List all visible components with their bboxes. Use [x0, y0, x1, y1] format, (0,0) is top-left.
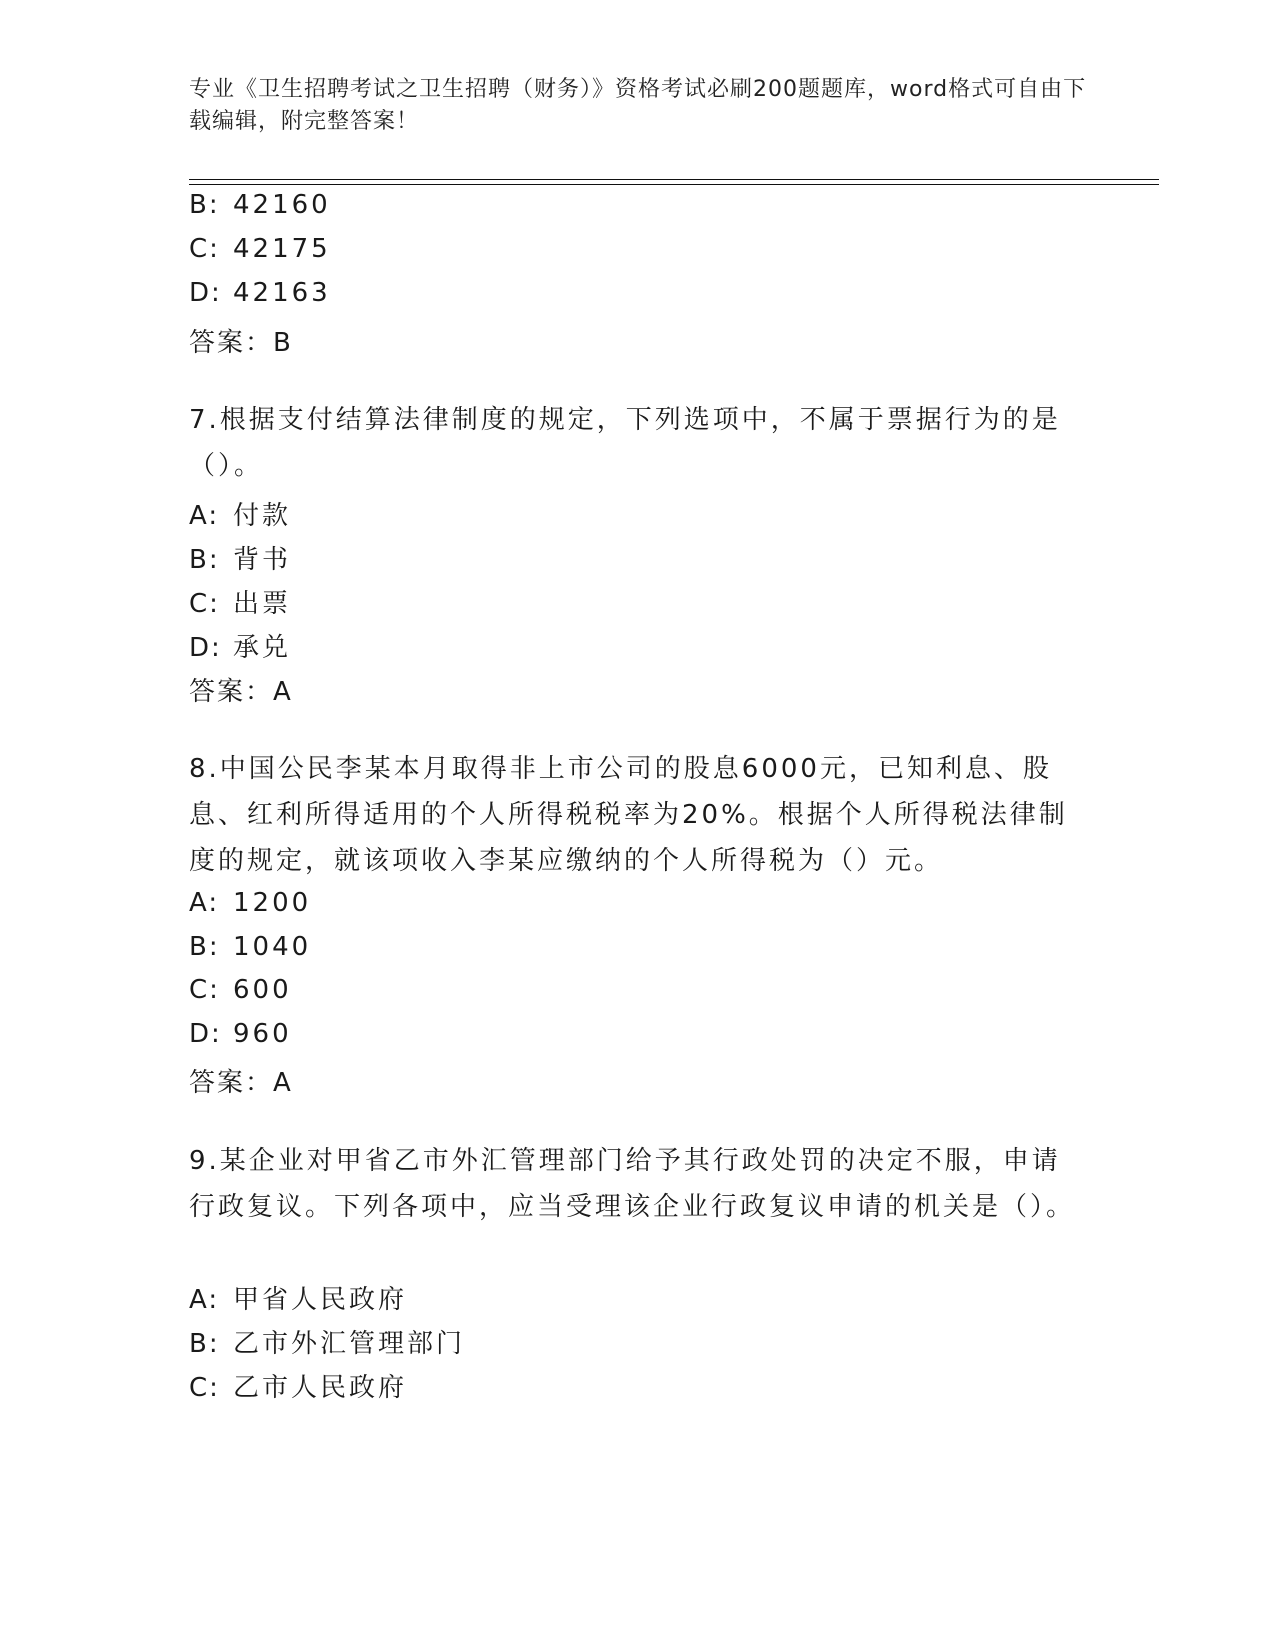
- option-row: [189, 1367, 407, 1404]
- option-label: B:: [189, 190, 220, 220]
- option-row: [189, 1323, 465, 1360]
- option-label: A:: [189, 888, 220, 918]
- option-row: [189, 975, 292, 1005]
- option-label: D:: [189, 1019, 222, 1049]
- header-rule-top: [189, 179, 1159, 180]
- option-text: 42163: [233, 278, 331, 308]
- option-text: 出票: [233, 589, 292, 619]
- option-row: [189, 495, 291, 532]
- option-text: 600: [233, 975, 292, 1005]
- option-row: [189, 1019, 292, 1049]
- question-text: 7.根据支付结算法律制度的规定，下列选项中，不属于票据行为的是（）。: [189, 405, 1061, 481]
- option-label: A:: [189, 501, 220, 531]
- option-text: 甲省人民政府: [233, 1285, 408, 1315]
- option-text: 1040: [233, 932, 312, 962]
- option-label: A:: [189, 1285, 220, 1315]
- option-text: 付款: [233, 501, 292, 531]
- option-row: [189, 583, 291, 620]
- option-row: [189, 234, 331, 264]
- option-row: [189, 888, 311, 918]
- option-label: B:: [189, 545, 220, 575]
- option-label: D:: [189, 278, 222, 308]
- option-label: C:: [189, 589, 220, 619]
- option-text: 960: [233, 1019, 292, 1049]
- option-text: 1200: [233, 888, 312, 918]
- option-label: C:: [189, 975, 220, 1005]
- option-text: 背书: [233, 545, 292, 575]
- option-text: 承兑: [233, 633, 292, 663]
- option-label: D:: [189, 633, 222, 663]
- option-row: [189, 627, 291, 664]
- option-text: 42175: [233, 234, 331, 264]
- option-label: B:: [189, 932, 220, 962]
- question-text: 9.某企业对甲省乙市外汇管理部门给予其行政处罚的决定不服，申请行政复议。下列各项中，应当受理该企业行政复议申请的机关是（）。: [189, 1146, 1076, 1222]
- option-text: 乙市外汇管理部门: [233, 1329, 466, 1359]
- question-text: 8.中国公民李某本月取得非上市公司的股息6000元，已知利息、股息、红利所得适用的个人所得税税率为20%。根据个人所得税法律制度的规定，就该项收入李某应缴纳的个人所得税为（）元。: [189, 754, 1068, 876]
- option-row: [189, 1279, 407, 1316]
- option-label: B:: [189, 1329, 220, 1359]
- option-text: 42160: [233, 190, 331, 220]
- option-row: [189, 278, 331, 308]
- option-row: [189, 190, 331, 220]
- option-text: 乙市人民政府: [233, 1373, 408, 1403]
- option-row: [189, 932, 311, 962]
- answer-line: 答案：B: [189, 328, 293, 358]
- header-rule-bottom: [189, 184, 1159, 185]
- option-label: C:: [189, 1373, 220, 1403]
- document-header: 专业《卫生招聘考试之卫生招聘（财务）》资格考试必刷200题题库，word格式可自由下载编辑，附完整答案！: [189, 77, 1087, 134]
- answer-line: 答案：A: [189, 677, 293, 707]
- answer-line: 答案：A: [189, 1068, 293, 1098]
- option-label: C:: [189, 234, 220, 264]
- option-row: [189, 539, 291, 576]
